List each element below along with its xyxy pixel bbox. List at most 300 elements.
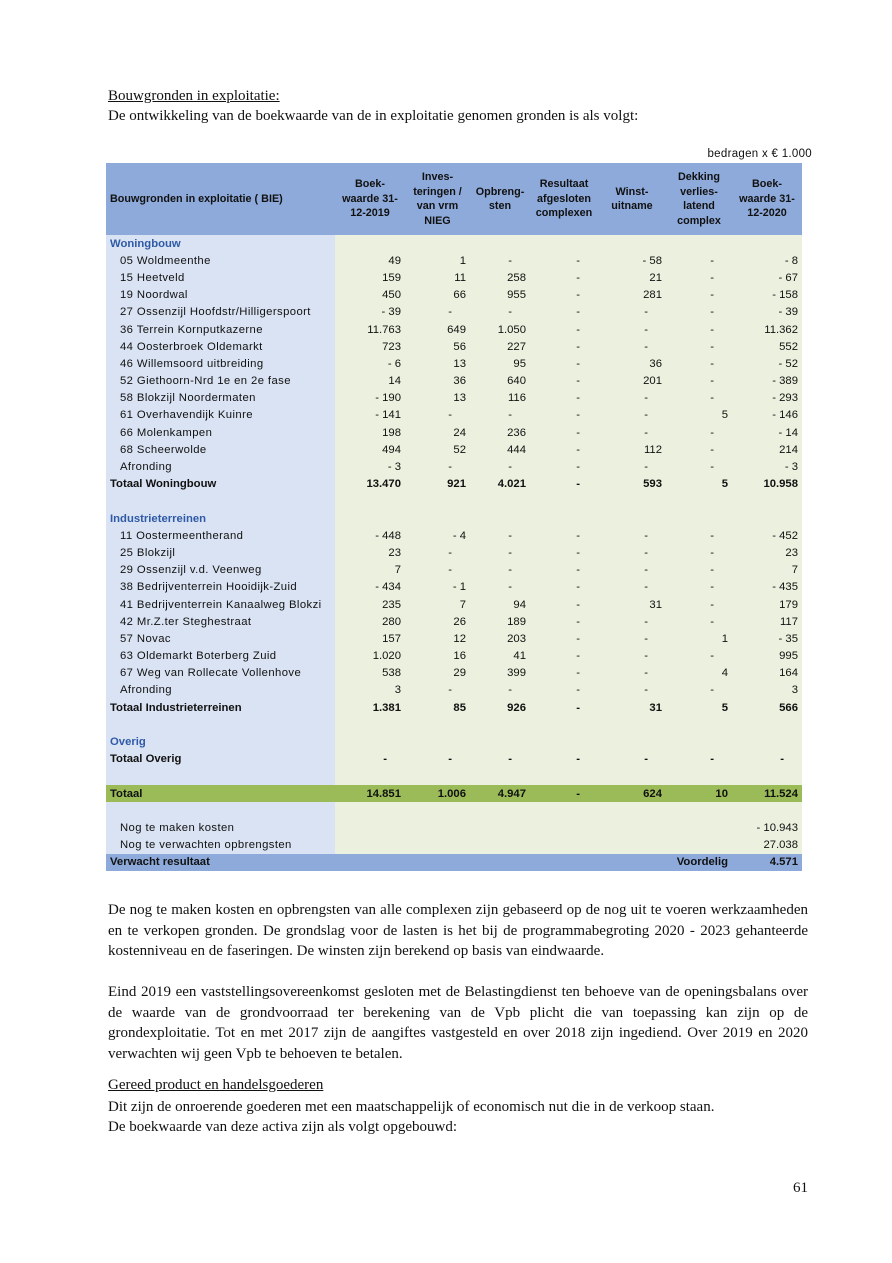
empty-cell — [470, 235, 530, 252]
value-cell: - — [666, 304, 732, 321]
table-row — [106, 630, 802, 647]
value-cell: - — [530, 441, 598, 458]
value-cell: - — [470, 407, 530, 424]
value-cell: - — [732, 751, 802, 768]
empty-cell — [405, 235, 470, 252]
row-label: Afronding — [106, 682, 335, 699]
row-label: 61 Overhavendijk Kuinre — [106, 407, 335, 424]
value-cell: - 6 — [335, 355, 405, 372]
header-col: Opbreng- sten — [470, 163, 530, 235]
value-cell: 164 — [732, 665, 802, 682]
spacer-cell — [598, 493, 666, 510]
value-cell: 4 — [666, 665, 732, 682]
value-cell: 13.470 — [335, 476, 405, 493]
value-cell: - — [530, 648, 598, 665]
group-row — [106, 733, 802, 750]
value-cell: 21 — [598, 269, 666, 286]
value-cell: - 293 — [732, 390, 802, 407]
table-row — [106, 441, 802, 458]
empty-cell — [530, 510, 598, 527]
spacer-cell — [530, 716, 598, 733]
table-header-row — [106, 163, 802, 235]
value-cell: - 434 — [335, 579, 405, 596]
empty-cell — [598, 819, 666, 836]
spacer-cell — [405, 493, 470, 510]
value-cell: - — [530, 596, 598, 613]
value-cell: 66 — [405, 287, 470, 304]
page-number: 61 — [793, 1180, 808, 1196]
empty-cell — [530, 854, 598, 871]
value-cell: 23 — [335, 544, 405, 561]
empty-cell — [598, 235, 666, 252]
forecast-row — [106, 837, 802, 854]
value-cell: - — [470, 544, 530, 561]
value-cell: 1.381 — [335, 699, 405, 716]
value-cell: - 3 — [732, 458, 802, 475]
value-cell: - — [530, 699, 598, 716]
value-cell: - — [598, 458, 666, 475]
value-cell: - — [530, 785, 598, 802]
value-cell: 1.020 — [335, 648, 405, 665]
value-cell: 281 — [598, 287, 666, 304]
bie-table — [106, 163, 802, 871]
value-cell: - — [530, 252, 598, 269]
value-cell: - — [598, 338, 666, 355]
value-cell: 494 — [335, 441, 405, 458]
value-cell: 24 — [405, 424, 470, 441]
paragraph-gereed-2: De boekwaarde van deze activa zijn als volgt opgebouwd: — [108, 1119, 458, 1135]
value-cell: - — [666, 321, 732, 338]
value-cell: 13 — [405, 355, 470, 372]
subtotal-row — [106, 751, 802, 768]
value-cell: - — [598, 630, 666, 647]
value-cell: 94 — [470, 596, 530, 613]
header-col: Boek- waarde 31-12-2020 — [732, 163, 802, 235]
value-cell: - — [470, 527, 530, 544]
value-cell: - — [530, 562, 598, 579]
row-label: 29 Ossenzijl v.d. Veenweg — [106, 562, 335, 579]
value-cell: - — [530, 304, 598, 321]
empty-cell — [598, 510, 666, 527]
value-cell: - 3 — [335, 458, 405, 475]
value-cell: - — [405, 304, 470, 321]
empty-cell — [470, 837, 530, 854]
table-row — [106, 252, 802, 269]
empty-cell — [598, 837, 666, 854]
value-cell: - — [530, 476, 598, 493]
value-cell: - — [598, 544, 666, 561]
spacer-row — [106, 802, 802, 819]
value-cell: - — [530, 613, 598, 630]
unit-note: bedragen x € 1.000 — [707, 148, 812, 160]
spacer-cell — [598, 768, 666, 785]
value-cell: - — [666, 682, 732, 699]
empty-cell — [666, 819, 732, 836]
spacer-row — [106, 493, 802, 510]
value-cell: - — [405, 458, 470, 475]
value-cell: - 146 — [732, 407, 802, 424]
value-cell: - — [666, 338, 732, 355]
table-row — [106, 390, 802, 407]
table-row — [106, 321, 802, 338]
row-label: 19 Noordwal — [106, 287, 335, 304]
table-row — [106, 527, 802, 544]
value-cell: - 435 — [732, 579, 802, 596]
row-label: 41 Bedrijventerrein Kanaalweg Blokzi — [106, 596, 335, 613]
value-cell: 236 — [470, 424, 530, 441]
value-cell: - — [405, 751, 470, 768]
value-cell: - — [666, 441, 732, 458]
value-cell: - — [666, 424, 732, 441]
row-label: 25 Blokzijl — [106, 544, 335, 561]
value-cell: - — [598, 321, 666, 338]
value-cell: 5 — [666, 476, 732, 493]
empty-cell — [732, 510, 802, 527]
row-label: Totaal Overig — [106, 751, 335, 768]
value-cell: - — [530, 665, 598, 682]
spacer-cell — [666, 768, 732, 785]
value-cell: - — [530, 355, 598, 372]
value-cell: - — [666, 613, 732, 630]
value-cell: 399 — [470, 665, 530, 682]
header-name: Bouwgronden in exploitatie ( BIE) — [106, 163, 335, 235]
value-cell: 214 — [732, 441, 802, 458]
empty-cell — [470, 819, 530, 836]
value-cell: 227 — [470, 338, 530, 355]
row-label: 27 Ossenzijl Hoofdstr/Hilligerspoort — [106, 304, 335, 321]
value-cell: 7 — [335, 562, 405, 579]
value-cell: - — [530, 751, 598, 768]
spacer-cell — [530, 493, 598, 510]
value-cell: - — [666, 287, 732, 304]
table-row — [106, 373, 802, 390]
value-cell: - — [598, 751, 666, 768]
value-cell: 3 — [732, 682, 802, 699]
row-label: 38 Bedrijventerrein Hooidijk-Zuid — [106, 579, 335, 596]
row-label: 44 Oosterbroek Oldemarkt — [106, 338, 335, 355]
value-cell: 4.021 — [470, 476, 530, 493]
value-cell: 552 — [732, 338, 802, 355]
group-row — [106, 235, 802, 252]
value-cell: 7 — [732, 562, 802, 579]
empty-cell — [530, 235, 598, 252]
value-cell: 1 — [666, 630, 732, 647]
value-cell: 624 — [598, 785, 666, 802]
result-row — [106, 854, 802, 871]
value-cell: - — [530, 287, 598, 304]
spacer-cell — [666, 802, 732, 819]
value-cell: - — [598, 407, 666, 424]
table-row — [106, 458, 802, 475]
spacer-cell — [335, 493, 405, 510]
value-cell: - — [598, 424, 666, 441]
value-cell: - — [666, 527, 732, 544]
value-cell: - — [530, 338, 598, 355]
empty-cell — [335, 510, 405, 527]
empty-cell — [530, 819, 598, 836]
row-label: Totaal — [106, 785, 335, 802]
value-cell: 955 — [470, 287, 530, 304]
table-row — [106, 424, 802, 441]
paragraph-kosten: De nog te maken kosten en opbrengsten van alle complexen zijn gebaseerd op de nog uit te voeren werkzaamheden en te verkopen gronden. De grondslag voor de lasten is het bij de programmabegroting 2020 - 2023 gehanteerde kostenniveau en de faseringen. De winsten zijn berekend op basis van eindwaarde. — [108, 902, 808, 959]
value-cell: - — [666, 252, 732, 269]
spacer-cell — [732, 768, 802, 785]
table-row — [106, 596, 802, 613]
value-cell: - — [666, 269, 732, 286]
empty-cell — [530, 733, 598, 750]
value-cell: 41 — [470, 648, 530, 665]
value-cell: - — [666, 458, 732, 475]
value-cell: 159 — [335, 269, 405, 286]
subtotal-row — [106, 699, 802, 716]
spacer-cell — [470, 802, 530, 819]
value-cell: - — [598, 390, 666, 407]
group-title: Industrieterreinen — [106, 510, 335, 527]
value-cell: 10 — [666, 785, 732, 802]
intro-text: De ontwikkeling van de boekwaarde van de in exploitatie genomen gronden is als volgt: — [108, 108, 639, 124]
value-cell: 29 — [405, 665, 470, 682]
value-cell: 4.947 — [470, 785, 530, 802]
paragraph-vpb: Eind 2019 een vaststellingsovereenkomst gesloten met de Belastingdienst ten behoeve van de openingsbalans over de waarde van de grondvoorraad ter berekening van de Vpb plicht die van toepassing kan zijn op de grondexploitatie. Tot en met 2017 zijn de aangiftes vastgesteld en over 2018 zijn ingediend. Over 2019 en 2020 verwachten wij geen Vpb te behoeven te betalen. — [108, 984, 808, 1062]
spacer-cell — [470, 716, 530, 733]
value-cell: 49 — [335, 252, 405, 269]
value-cell: 11 — [405, 269, 470, 286]
table-body — [106, 235, 802, 871]
table-row — [106, 407, 802, 424]
header-col: Resultaat afgesloten complexen — [530, 163, 598, 235]
value-cell: - — [530, 390, 598, 407]
forecast-row — [106, 819, 802, 836]
value-cell: 7 — [405, 596, 470, 613]
spacer-cell — [598, 802, 666, 819]
spacer-cell — [666, 716, 732, 733]
heading-gereed-product: Gereed product en handelsgoederen — [108, 1077, 324, 1093]
value-cell: - 52 — [732, 355, 802, 372]
value-cell: - — [666, 579, 732, 596]
empty-cell — [405, 510, 470, 527]
row-label: 46 Willemsoord uitbreiding — [106, 355, 335, 372]
spacer-row — [106, 768, 802, 785]
spacer-cell — [405, 802, 470, 819]
empty-cell — [598, 733, 666, 750]
value-cell: - — [666, 390, 732, 407]
row-label: 11 Oostermeentherand — [106, 527, 335, 544]
value-cell: 95 — [470, 355, 530, 372]
value-cell: 85 — [405, 699, 470, 716]
value-cell: - — [470, 751, 530, 768]
value-cell: - 67 — [732, 269, 802, 286]
value-cell: - 58 — [598, 252, 666, 269]
spacer-cell — [732, 802, 802, 819]
empty-cell — [335, 837, 405, 854]
value-cell: - 158 — [732, 287, 802, 304]
row-label: 66 Molenkampen — [106, 424, 335, 441]
value-cell: - — [530, 527, 598, 544]
row-label: 57 Novac — [106, 630, 335, 647]
value-cell: 11.763 — [335, 321, 405, 338]
value-cell: - — [666, 648, 732, 665]
value-cell: - — [405, 562, 470, 579]
value-cell: 14 — [335, 373, 405, 390]
table-row — [106, 544, 802, 561]
spacer-cell — [405, 768, 470, 785]
value-cell: 23 — [732, 544, 802, 561]
value-cell: - — [598, 682, 666, 699]
value-cell: 593 — [598, 476, 666, 493]
value-cell: - — [530, 373, 598, 390]
table-row — [106, 665, 802, 682]
row-label: Afronding — [106, 458, 335, 475]
value-cell: - — [598, 613, 666, 630]
value-cell: 189 — [470, 613, 530, 630]
value-cell: - 35 — [732, 630, 802, 647]
table-row — [106, 269, 802, 286]
value-cell: - 8 — [732, 252, 802, 269]
value-cell: - — [530, 407, 598, 424]
value-cell: 3 — [335, 682, 405, 699]
value-cell: 116 — [470, 390, 530, 407]
header-col: Boek- waarde 31-12-2019 — [335, 163, 405, 235]
value-cell: - — [470, 252, 530, 269]
group-row — [106, 510, 802, 527]
table-row — [106, 304, 802, 321]
row-label: 52 Giethoorn-Nrd 1e en 2e fase — [106, 373, 335, 390]
empty-cell — [335, 733, 405, 750]
value-cell: - 452 — [732, 527, 802, 544]
empty-cell — [732, 235, 802, 252]
value-cell: - 10.943 — [732, 819, 802, 836]
spacer-row — [106, 716, 802, 733]
value-cell: 1 — [405, 252, 470, 269]
value-cell: - 448 — [335, 527, 405, 544]
value-cell: 52 — [405, 441, 470, 458]
value-cell: - 141 — [335, 407, 405, 424]
value-cell: 258 — [470, 269, 530, 286]
value-cell: - — [530, 682, 598, 699]
value-cell: 27.038 — [732, 837, 802, 854]
table-row — [106, 287, 802, 304]
value-cell: - — [405, 407, 470, 424]
value-cell: 640 — [470, 373, 530, 390]
value-cell: 10.958 — [732, 476, 802, 493]
empty-cell — [405, 733, 470, 750]
value-cell: - — [666, 355, 732, 372]
empty-cell — [666, 235, 732, 252]
row-label: Totaal Woningbouw — [106, 476, 335, 493]
value-cell: 117 — [732, 613, 802, 630]
spacer-cell — [106, 493, 335, 510]
value-cell: 198 — [335, 424, 405, 441]
empty-cell — [335, 235, 405, 252]
spacer-cell — [106, 768, 335, 785]
spacer-cell — [106, 802, 335, 819]
spacer-cell — [335, 802, 405, 819]
empty-cell — [666, 733, 732, 750]
value-cell: - — [598, 665, 666, 682]
empty-cell — [470, 510, 530, 527]
value-cell: - — [598, 562, 666, 579]
spacer-cell — [530, 768, 598, 785]
value-cell: 31 — [598, 596, 666, 613]
empty-cell — [666, 510, 732, 527]
value-cell: 566 — [732, 699, 802, 716]
spacer-cell — [732, 716, 802, 733]
value-cell: 13 — [405, 390, 470, 407]
value-cell: 450 — [335, 287, 405, 304]
empty-cell — [530, 837, 598, 854]
value-cell: 112 — [598, 441, 666, 458]
row-label: 42 Mr.Z.ter Steghestraat — [106, 613, 335, 630]
value-cell: 5 — [666, 407, 732, 424]
value-cell: 11.524 — [732, 785, 802, 802]
spacer-cell — [405, 716, 470, 733]
value-cell: - — [470, 682, 530, 699]
row-label: 68 Scheerwolde — [106, 441, 335, 458]
value-cell: 201 — [598, 373, 666, 390]
spacer-cell — [106, 716, 335, 733]
value-cell: - — [666, 562, 732, 579]
value-cell: - 1 — [405, 579, 470, 596]
row-label: 15 Heetveld — [106, 269, 335, 286]
value-cell: - 4 — [405, 527, 470, 544]
value-cell: 26 — [405, 613, 470, 630]
value-cell: - — [598, 304, 666, 321]
empty-cell — [405, 837, 470, 854]
empty-cell — [470, 733, 530, 750]
value-cell: - — [666, 544, 732, 561]
value-cell: - — [598, 579, 666, 596]
empty-cell — [405, 819, 470, 836]
value-cell: - — [405, 544, 470, 561]
value-cell: 995 — [732, 648, 802, 665]
spacer-cell — [335, 768, 405, 785]
group-title: Woningbouw — [106, 235, 335, 252]
value-cell: - 39 — [732, 304, 802, 321]
value-cell: 926 — [470, 699, 530, 716]
row-label: Nog te maken kosten — [106, 819, 335, 836]
value-cell: - — [470, 304, 530, 321]
value-cell: 36 — [405, 373, 470, 390]
paragraph-gereed-1: Dit zijn de onroerende goederen met een maatschappelijk of economisch nut die in de verkoop staan. — [108, 1099, 715, 1115]
row-label: 67 Weg van Rollecate Vollenhove — [106, 665, 335, 682]
value-cell: - — [598, 648, 666, 665]
value-cell: - 39 — [335, 304, 405, 321]
row-label: Verwacht resultaat — [106, 854, 335, 871]
value-cell: 203 — [470, 630, 530, 647]
value-cell: 921 — [405, 476, 470, 493]
empty-cell — [335, 819, 405, 836]
table-row — [106, 579, 802, 596]
value-cell: - — [666, 596, 732, 613]
table-row — [106, 562, 802, 579]
spacer-cell — [666, 493, 732, 510]
value-cell: - — [666, 751, 732, 768]
value-cell: 56 — [405, 338, 470, 355]
empty-cell — [732, 733, 802, 750]
value-cell: - — [335, 751, 405, 768]
result-label: Voordelig — [598, 854, 732, 871]
value-cell: - — [530, 269, 598, 286]
value-cell: 14.851 — [335, 785, 405, 802]
value-cell: 280 — [335, 613, 405, 630]
spacer-cell — [335, 716, 405, 733]
row-label: Totaal Industrieterreinen — [106, 699, 335, 716]
value-cell: - — [666, 373, 732, 390]
value-cell: 11.362 — [732, 321, 802, 338]
heading-bouwgronden: Bouwgronden in exploitatie: — [108, 88, 280, 104]
value-cell: - — [530, 458, 598, 475]
value-cell: - — [470, 579, 530, 596]
